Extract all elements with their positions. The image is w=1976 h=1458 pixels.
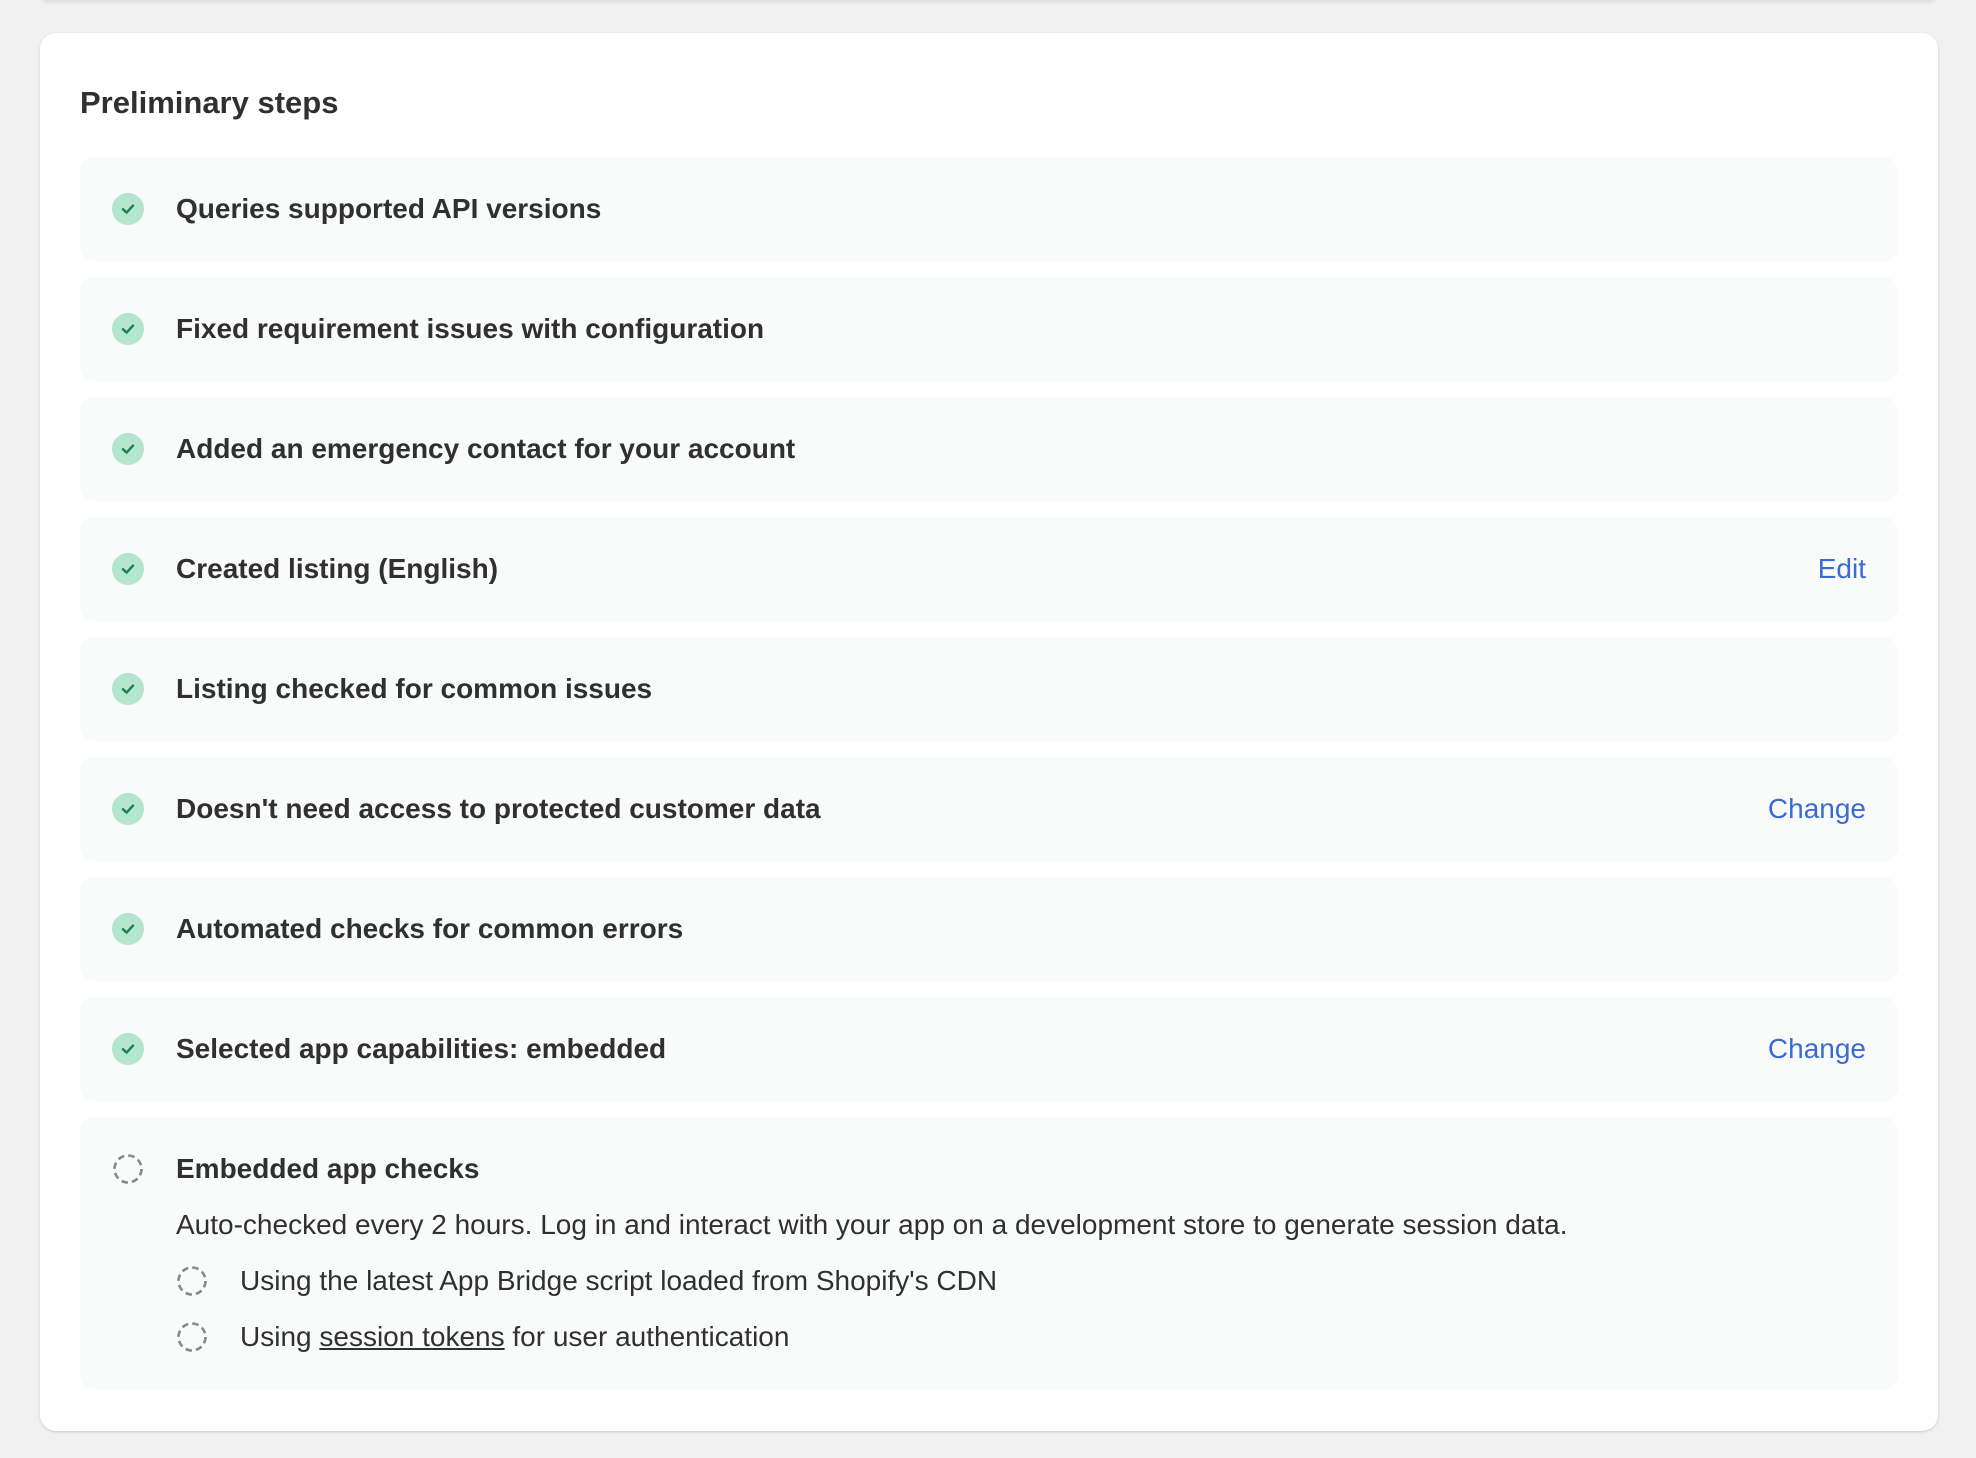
sub-check-suffix: for user authentication [504, 1321, 790, 1352]
sub-check-item [176, 1263, 997, 1299]
step-label: Doesn't need access to protected customer data [176, 793, 821, 824]
step-row [80, 397, 1898, 501]
steps-list [80, 157, 1898, 1389]
step-label: Added an emergency contact for your account [176, 433, 796, 464]
sub-check-item [176, 1319, 997, 1355]
step-row [80, 757, 1898, 861]
pending-circle-icon [176, 1321, 208, 1353]
card-title: Preliminary steps [80, 85, 339, 120]
step-label: Listing checked for common issues [176, 673, 653, 704]
step-row [80, 517, 1898, 621]
sub-check-text: Using the latest App Bridge script loaded from Shopify's CDN [240, 1265, 998, 1296]
embedded-checks-header [112, 1151, 479, 1187]
check-circle-icon [112, 553, 144, 585]
step-row [80, 277, 1898, 381]
step-label: Embedded app checks [176, 1153, 480, 1184]
step-row [80, 157, 1898, 261]
step-row [80, 877, 1898, 981]
change-data-access-link[interactable]: Change [1767, 793, 1866, 824]
step-label: Queries supported API versions [176, 193, 602, 224]
check-circle-icon [112, 793, 144, 825]
check-circle-icon [112, 673, 144, 705]
pending-circle-icon [112, 1153, 144, 1185]
step-label: Selected app capabilities: embedded [176, 1033, 667, 1064]
sub-check-prefix: Using [240, 1321, 320, 1352]
step-label: Created listing (English) [176, 553, 499, 584]
embedded-app-checks [80, 1117, 1898, 1389]
step-label: Fixed requirement issues with configuration [176, 313, 765, 344]
step-row [80, 997, 1898, 1101]
check-circle-icon [112, 193, 144, 225]
step-row [80, 637, 1898, 741]
check-circle-icon [112, 1033, 144, 1065]
check-circle-icon [112, 313, 144, 345]
sub-check-text [240, 1321, 789, 1353]
check-circle-icon [112, 913, 144, 945]
change-capabilities-link[interactable]: Change [1767, 1033, 1866, 1064]
edit-listing-link[interactable]: Edit [1817, 553, 1866, 584]
embedded-checks-description: Auto-checked every 2 hours. Log in and interact with your app on a development store to generate session data. [176, 1209, 1568, 1240]
embedded-checks-list [176, 1263, 997, 1375]
check-circle-icon [112, 433, 144, 465]
preliminary-steps-card [40, 33, 1938, 1431]
step-label: Automated checks for common errors [176, 913, 684, 944]
pending-circle-icon [176, 1265, 208, 1297]
session-tokens-link[interactable]: session tokens [319, 1321, 505, 1352]
